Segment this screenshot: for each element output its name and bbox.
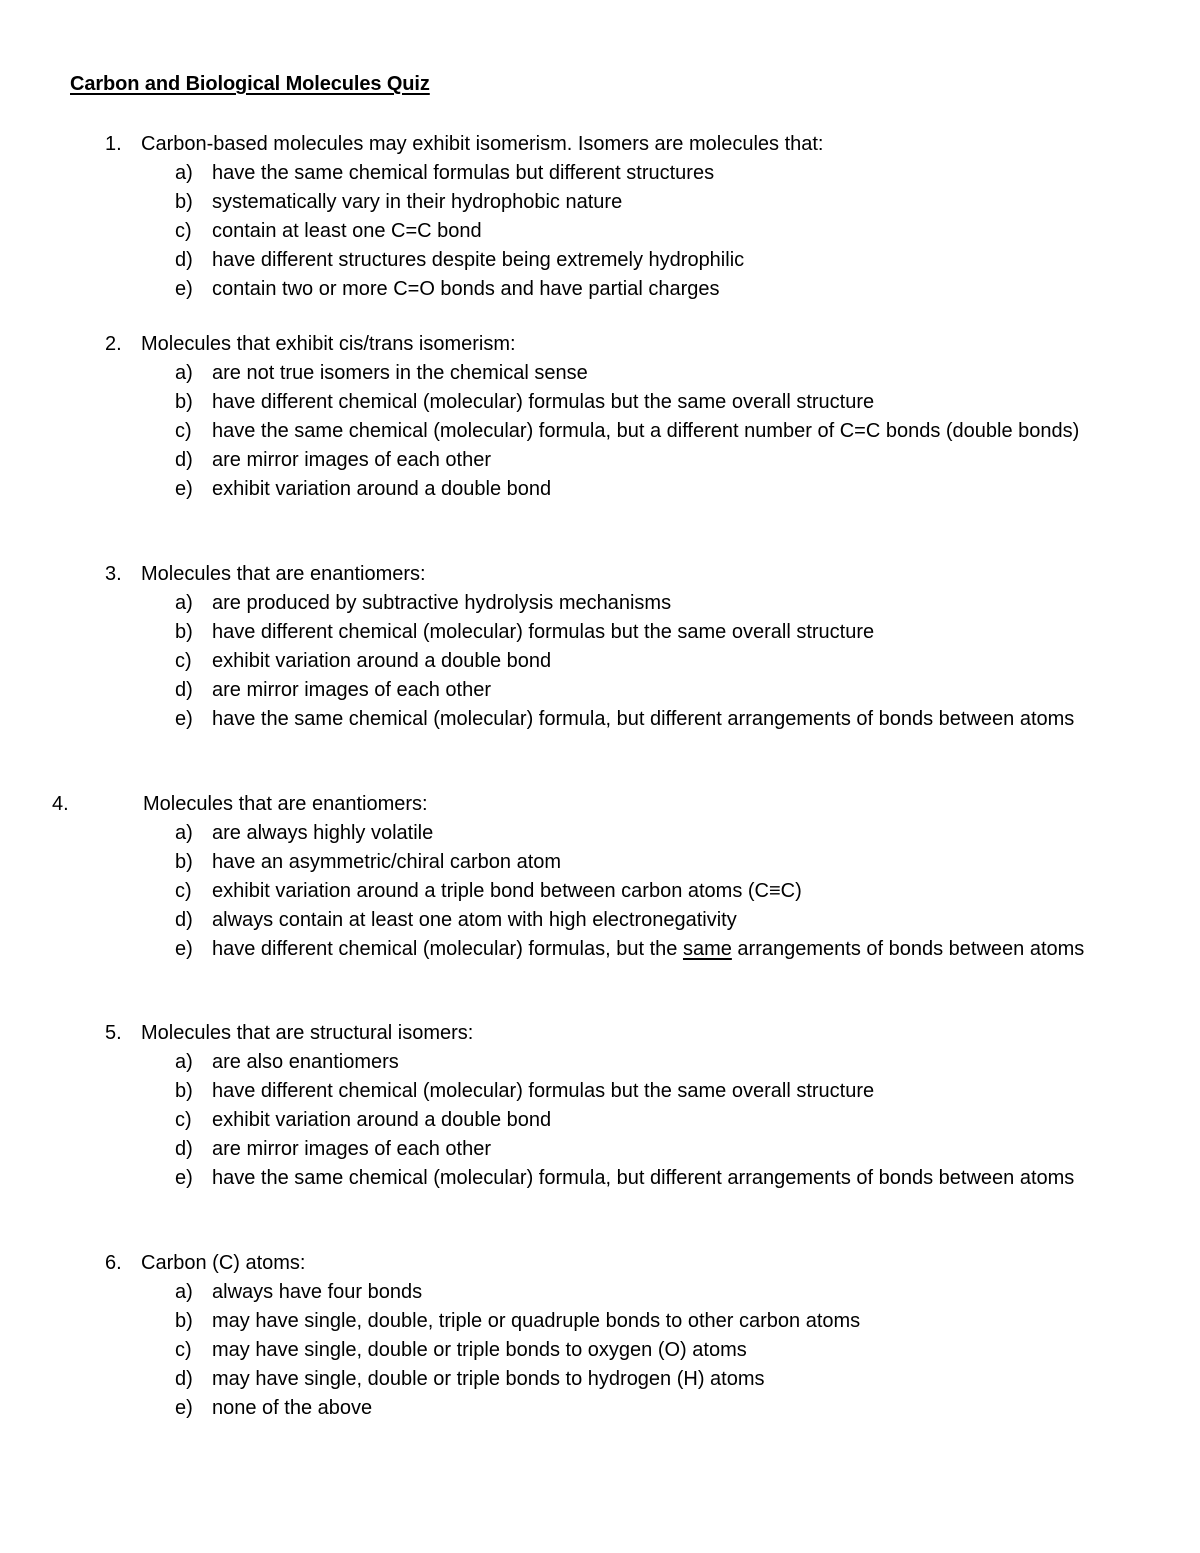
option-letter: b) (175, 191, 193, 213)
option-letter: e) (175, 1167, 193, 1189)
answer-option-b (0, 618, 1200, 647)
answer-option-b (0, 1077, 1200, 1106)
option-text: contain at least one C=C bond (212, 220, 482, 242)
option-text: have different structures despite being extremely hydrophilic (212, 249, 745, 271)
question-3 (0, 560, 1200, 734)
answer-option-c (0, 1106, 1200, 1135)
question-6 (0, 1249, 1200, 1423)
answer-option-b (0, 1307, 1200, 1336)
question-1 (0, 130, 1200, 304)
option-letter: c) (175, 650, 192, 672)
option-text: exhibit variation around a double bond (212, 650, 552, 672)
question-text: Molecules that are enantiomers: (143, 793, 428, 815)
option-letter: d) (175, 1138, 193, 1160)
answer-option-e (0, 705, 1200, 734)
question-number: 5. (105, 1022, 122, 1044)
underlined-word: same (682, 938, 732, 960)
option-letter: c) (175, 880, 192, 902)
option-text: are not true isomers in the chemical sense (212, 362, 588, 384)
option-text: have the same chemical formulas but different structures (212, 162, 715, 184)
option-text: systematically vary in their hydrophobic nature (212, 191, 623, 213)
question-stem (0, 130, 1200, 159)
option-text: have the same chemical (molecular) formula, but different arrangements of bonds between atoms (212, 1167, 1075, 1189)
option-letter: b) (175, 391, 193, 413)
answer-option-d (0, 1365, 1200, 1394)
option-letter: a) (175, 362, 193, 384)
option-letter: a) (175, 1051, 193, 1073)
option-letter: b) (175, 851, 193, 873)
option-letter: e) (175, 938, 193, 960)
answer-option-e (0, 935, 1200, 964)
question-stem (0, 1019, 1200, 1048)
question-text: Carbon (C) atoms: (141, 1252, 306, 1274)
answer-option-a (0, 1048, 1200, 1077)
option-letter: b) (175, 621, 193, 643)
answer-option-d (0, 1135, 1200, 1164)
question-stem (0, 790, 1200, 819)
answer-option-c (0, 647, 1200, 676)
answer-option-e (0, 275, 1200, 304)
option-letter: b) (175, 1080, 193, 1102)
option-text: may have single, double, triple or quadruple bonds to other carbon atoms (212, 1310, 861, 1332)
answer-option-a (0, 589, 1200, 618)
answer-option-c (0, 1336, 1200, 1365)
option-text: always contain at least one atom with high electronegativity (212, 909, 737, 931)
answer-option-d (0, 246, 1200, 275)
option-letter: e) (175, 1397, 193, 1419)
answer-option-a (0, 359, 1200, 388)
question-4 (0, 790, 1200, 964)
answer-option-e (0, 1394, 1200, 1423)
option-letter: a) (175, 162, 193, 184)
option-letter: d) (175, 449, 193, 471)
option-letter: a) (175, 592, 193, 614)
option-letter: e) (175, 478, 193, 500)
option-text: are always highly volatile (212, 822, 434, 844)
question-number: 3. (105, 563, 122, 585)
answer-option-d (0, 906, 1200, 935)
option-letter: d) (175, 249, 193, 271)
option-letter: a) (175, 1281, 193, 1303)
option-letter: e) (175, 708, 193, 730)
option-letter: c) (175, 420, 192, 442)
option-text: exhibit variation around a double bond (212, 478, 552, 500)
question-text: Molecules that exhibit cis/trans isomerism: (141, 333, 516, 355)
option-text: are also enantiomers (212, 1051, 399, 1073)
option-text: always have four bonds (212, 1281, 423, 1303)
answer-option-c (0, 417, 1200, 446)
answer-option-e (0, 475, 1200, 504)
option-text: exhibit variation around a double bond (212, 1109, 552, 1131)
answer-option-b (0, 188, 1200, 217)
question-stem (0, 330, 1200, 359)
question-2 (0, 330, 1200, 504)
option-text: are mirror images of each other (212, 679, 492, 701)
option-text: have different chemical (molecular) formulas but the same overall structure (212, 391, 875, 413)
page-title: Carbon and Biological Molecules Quiz (70, 73, 430, 95)
question-number: 4. (52, 793, 69, 815)
option-text (212, 935, 1112, 964)
option-text: have different chemical (molecular) formulas but the same overall structure (212, 1080, 875, 1102)
answer-option-c (0, 217, 1200, 246)
question-text: Molecules that are enantiomers: (141, 563, 426, 585)
option-letter: d) (175, 1368, 193, 1390)
option-letter: c) (175, 1339, 192, 1361)
answer-option-d (0, 446, 1200, 475)
option-text: have an asymmetric/chiral carbon atom (212, 851, 562, 873)
answer-option-b (0, 388, 1200, 417)
option-text: have the same chemical (molecular) formula, but a different number of C=C bonds (double bonds) (212, 420, 1080, 442)
option-text-end: arrangements of bonds between atoms (731, 938, 1085, 960)
question-number: 1. (105, 133, 122, 155)
question-stem (0, 560, 1200, 589)
option-text: are mirror images of each other (212, 449, 492, 471)
option-letter: e) (175, 278, 193, 300)
option-text: none of the above (212, 1397, 373, 1419)
answer-option-a (0, 819, 1200, 848)
option-letter: d) (175, 679, 193, 701)
answer-option-e (0, 1164, 1200, 1193)
option-text: exhibit variation around a triple bond between carbon atoms (C≡C) (212, 880, 802, 902)
question-number: 6. (105, 1252, 122, 1274)
option-text: may have single, double or triple bonds to oxygen (O) atoms (212, 1339, 747, 1361)
option-letter: a) (175, 822, 193, 844)
question-stem (0, 1249, 1200, 1278)
option-text: are mirror images of each other (212, 1138, 492, 1160)
option-text: are produced by subtractive hydrolysis mechanisms (212, 592, 672, 614)
option-letter: c) (175, 220, 192, 242)
option-text: have the same chemical (molecular) formula, but different arrangements of bonds between atoms (212, 708, 1075, 730)
option-text: contain two or more C=O bonds and have partial charges (212, 278, 720, 300)
answer-option-a (0, 159, 1200, 188)
option-letter: d) (175, 909, 193, 931)
question-text: Carbon-based molecules may exhibit isomerism. Isomers are molecules that: (141, 133, 824, 155)
question-5 (0, 1019, 1200, 1193)
answer-option-c (0, 877, 1200, 906)
question-text: Molecules that are structural isomers: (141, 1022, 474, 1044)
question-number: 2. (105, 333, 122, 355)
answer-option-b (0, 848, 1200, 877)
option-letter: c) (175, 1109, 192, 1131)
option-text: may have single, double or triple bonds to hydrogen (H) atoms (212, 1368, 765, 1390)
answer-option-a (0, 1278, 1200, 1307)
option-letter: b) (175, 1310, 193, 1332)
option-text: have different chemical (molecular) formulas but the same overall structure (212, 621, 875, 643)
option-text-start: have different chemical (molecular) formulas, but the (212, 938, 683, 960)
answer-option-d (0, 676, 1200, 705)
